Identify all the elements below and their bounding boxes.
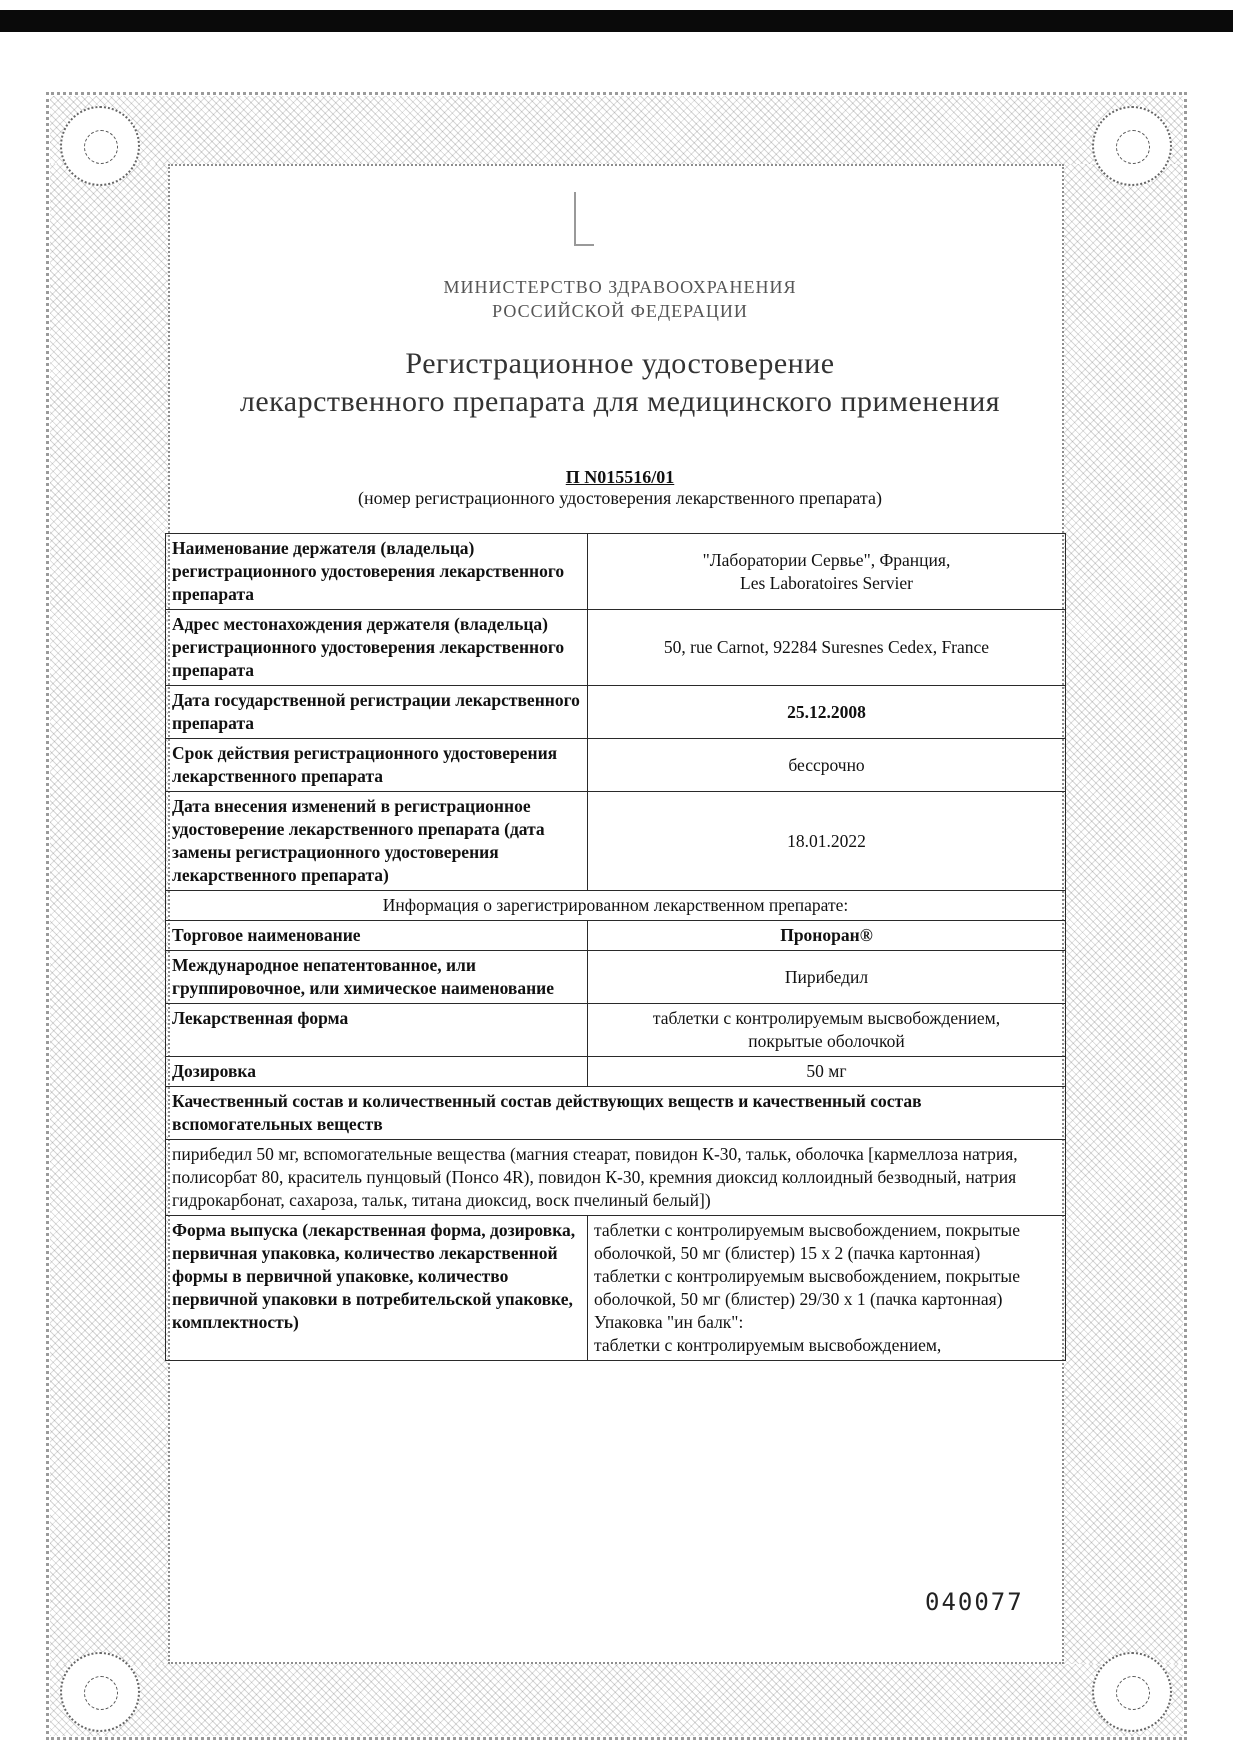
release-line: таблетки с контролируемым высвобождением, xyxy=(594,1335,942,1355)
registration-number: П N015516/01 xyxy=(565,467,675,487)
holder-value xyxy=(588,534,1066,610)
table-row xyxy=(166,792,1066,891)
table-row xyxy=(166,1216,1066,1361)
dosage-value: 50 мг xyxy=(588,1057,1066,1087)
guilloche-band-right xyxy=(1064,164,1183,1664)
validity-label: Срок действия регистрационного удостоверения лекарственного препарата xyxy=(166,739,588,792)
trade-name-value: Проноран® xyxy=(588,921,1066,951)
composition-label: Качественный состав и количественный состав действующих веществ и качественный состав вспомогательных веществ xyxy=(166,1087,1066,1140)
ministry-name xyxy=(180,275,1060,323)
scan-top-bar xyxy=(0,10,1233,32)
composition-value: пирибедил 50 мг, вспомогательные вещества (магния стеарат, повидон К-30, тальк, оболочка [кармеллоза натрия, полисорбат 80, краситель пунцовый (Понсо 4R), повидон К-30, кремния диоксид коллоидный безводный, натрия гидрокарбонат, сахароза, тальк, титана диоксид, воск пчелиный белый]) xyxy=(166,1140,1066,1216)
dosage-form-label: Лекарственная форма xyxy=(166,1004,588,1057)
reg-date-label: Дата государственной регистрации лекарственного препарата xyxy=(166,686,588,739)
release-line: таблетки с контролируемым высвобождением, покрытые оболочкой, 50 мг (блистер) 29/30 х 1 (пачка картонная) xyxy=(594,1266,1020,1309)
holder-value-line: Les Laboratoires Servier xyxy=(740,572,913,593)
address-label: Адрес местонахождения держателя (владельца) регистрационного удостоверения лекарственного препарата xyxy=(166,610,588,686)
emblem-icon xyxy=(574,192,594,246)
rosette-icon xyxy=(60,106,140,186)
address-value: 50, rue Carnot, 92284 Suresnes Cedex, France xyxy=(588,610,1066,686)
dosage-form-line: таблетки с контролируемым высвобождением, xyxy=(652,1008,1001,1028)
validity-value: бессрочно xyxy=(588,739,1066,792)
certificate-table xyxy=(165,533,1066,1361)
table-row xyxy=(166,1140,1066,1216)
reg-date-value: 25.12.2008 xyxy=(588,686,1066,739)
rosette-icon xyxy=(1092,1652,1172,1732)
registration-number-caption: (номер регистрационного удостоверения лекарственного препарата) xyxy=(358,488,882,508)
title-line: лекарственного препарата для медицинского применения xyxy=(239,385,1001,418)
table-row xyxy=(166,921,1066,951)
table-row xyxy=(166,610,1066,686)
table-row xyxy=(166,1087,1066,1140)
inn-value: Пирибедил xyxy=(588,951,1066,1004)
trade-name-label: Торговое наименование xyxy=(166,921,588,951)
table-row xyxy=(166,534,1066,610)
table-row xyxy=(166,951,1066,1004)
release-line: Упаковка "ин балк": xyxy=(594,1312,744,1332)
table-row xyxy=(166,739,1066,792)
guilloche-band-left xyxy=(50,164,168,1664)
rosette-icon xyxy=(1092,106,1172,186)
release-value xyxy=(588,1216,1066,1361)
dosage-label: Дозировка xyxy=(166,1057,588,1087)
dosage-form-value xyxy=(588,1004,1066,1057)
holder-value-line: "Лаборатории Сервье", Франция, xyxy=(702,549,951,570)
changes-value: 18.01.2022 xyxy=(588,792,1066,891)
table-row xyxy=(166,686,1066,739)
info-header: Информация о зарегистрированном лекарственном препарате: xyxy=(166,891,1066,921)
table-row xyxy=(166,891,1066,921)
guilloche-band-top xyxy=(50,96,1183,164)
document-title xyxy=(180,345,1060,421)
serial-number: 040077 xyxy=(925,1588,1024,1616)
ministry-line: РОССИЙСКОЙ ФЕДЕРАЦИИ xyxy=(492,301,748,321)
title-line: Регистрационное удостоверение xyxy=(405,347,835,380)
guilloche-band-bottom xyxy=(50,1664,1183,1736)
holder-label: Наименование держателя (владельца) регистрационного удостоверения лекарственного препарата xyxy=(166,534,588,610)
dosage-form-line: покрытые оболочкой xyxy=(748,1031,905,1051)
table-row xyxy=(166,1057,1066,1087)
ministry-line: МИНИСТЕРСТВО ЗДРАВООХРАНЕНИЯ xyxy=(443,277,797,297)
changes-label: Дата внесения изменений в регистрационное удостоверение лекарственного препарата (дата замены регистрационного удостоверения лекарственного препарата) xyxy=(166,792,588,891)
release-label: Форма выпуска (лекарственная форма, дозировка, первичная упаковка, количество лекарственной формы в первичной упаковке, количество первичной упаковки в потребительской упаковке, комплектность) xyxy=(166,1216,588,1361)
table-row xyxy=(166,1004,1066,1057)
release-line: таблетки с контролируемым высвобождением, покрытые оболочкой, 50 мг (блистер) 15 х 2 (пачка картонная) xyxy=(594,1220,1020,1263)
rosette-icon xyxy=(60,1652,140,1732)
inn-label: Международное непатентованное, или группировочное, или химическое наименование xyxy=(166,951,588,1004)
